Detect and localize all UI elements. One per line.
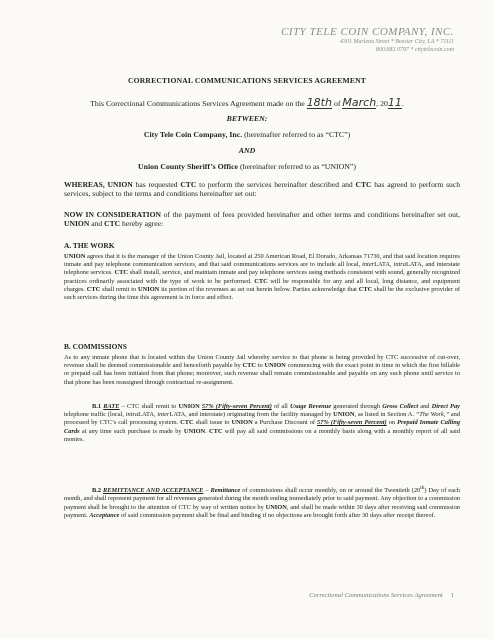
b1-text: on [386,419,398,427]
date-line-year-prefix: , 20 [376,99,388,108]
sec-a-bold: CTC [358,285,373,293]
b1-text: , as listed in Section A. [354,411,416,419]
consideration-text: of the payment of fees provided hereinafter and other terms and conditions hereinafter set out, [161,210,460,219]
whereas-union: WHEREAS, UNION [64,180,133,189]
page-footer [309,592,454,599]
consideration-union: UNION [64,219,90,229]
sec-a-text: will be responsible for any and all local, long distance, and equipment charges. [64,277,460,293]
b1-text: LATA, [138,411,158,419]
party-ctc-rest: (hereinafter referred to as “CTC”) [242,130,351,139]
b1-usage: Usage Revenue [289,403,332,410]
b1-label: B.1 [92,403,102,410]
sec-b-bold: CTC [242,362,256,370]
page-number: 1 [450,592,454,599]
party-union-name: Union County Sheriff’s Office [138,162,238,171]
b2-remittance: Remittance [210,487,241,495]
b1-text: shall issue to [193,419,232,427]
date-line-suffix: . [401,99,404,108]
handwritten-month: March [342,96,377,109]
party-union-rest: (hereinafter referred to as “UNION”) [238,162,356,171]
b2-superscript: th [420,485,425,491]
sec-a-text: shall install, service, and maintain inmate and pay telephone services using methods consistent with sound, generally recognized practices ordinarily associated with the type of work to be performed. [64,269,460,285]
party-ctc-name: City Tele Coin Company, Inc. [143,130,243,139]
sec-b-text: to [255,362,265,370]
consideration-text: and [89,219,105,229]
consideration-paragraph [64,210,460,229]
letterhead [281,26,454,54]
whereas-text: has agreed to perform such services, subject to the terms and conditions hereinafter set out: [64,180,460,199]
b1-bold: CTC [209,427,223,435]
b1-bold: CTC [180,419,194,427]
b2-text: of commissions shall occur monthly, on or around the Twentieth (20 [240,487,421,495]
b1-discount: 57% (Fifty-seven Percent) [317,419,387,427]
sec-b-text: As to any inmate phone that is located within the Union County Jail whereby service to that phone is being provided by CTC successive of cut-over, revenue shall be deemed commissionable and henceforth payable by [64,354,460,370]
consideration-text: hereby agree: [120,219,164,229]
section-b-paragraph [64,354,460,387]
sec-a-italic: inter [362,261,375,269]
sec-b-bold: UNION [264,362,286,370]
whereas-text: to perform the services hereinafter described and [196,180,356,189]
b1-bold: UNION [333,411,355,419]
sec-a-bold: UNION [137,285,160,293]
handwritten-year: 11 [387,96,402,109]
whereas-ctc: CTC [355,180,372,189]
agreement-date-line [0,98,494,109]
whereas-text: has requested [132,180,181,189]
clause-b1-paragraph [64,403,460,444]
party-ctc [0,130,494,139]
sec-a-bold: CTC [114,269,128,277]
b1-text: a Purchase Discount of [252,419,318,427]
b1-bold: UNION [178,403,200,410]
b2-label: B.2 [92,487,102,495]
sec-a-bold: UNION [64,253,86,260]
b1-italic: intra [125,411,139,419]
sec-a-text: LATA, and interstate telephone services. [64,261,460,277]
b1-text: – CTC shall remit to [119,403,179,410]
b1-text: of all [271,403,290,410]
whereas-paragraph [64,180,460,199]
sec-a-text: LATA, [374,261,394,269]
party-union [0,162,494,171]
sec-a-bold: CTC [86,285,101,293]
b1-italic: inter [157,411,170,419]
date-line-prefix: This Correctional Communications Services Agreement made on the [90,99,305,108]
consideration-ctc: CTC [104,219,121,229]
b2-acceptance: Acceptance [89,511,120,519]
consideration-lead: NOW IN CONSIDERATION [64,210,162,219]
agreement-title: CORRECTIONAL COMMUNICATIONS SERVICES AGREEMENT [127,76,367,85]
section-a-heading: A. THE WORK [64,241,115,250]
b1-rate: RATE [103,403,120,410]
footer-title: Correctional Communications Services Agreement [309,592,443,599]
b2-text: of said commission payment shall be final and binding if no objections are brought forth after 30 days after receipt thereof. [119,511,436,519]
sec-a-bold: CTC [254,277,268,285]
date-line-of: of [333,99,341,108]
b1-text: at any time such purchase is made by [79,427,184,435]
b1-text: LATA, and interstate) originating from the facility managed by [169,411,334,419]
b1-text: telephone traffic (local, [64,411,126,419]
b2-bold: UNION [265,503,287,511]
b1-text: will pay all said commissions on a monthly basis along with a monthly report of all said monies. [64,427,460,443]
and-label: AND [238,146,256,155]
b2-text: – [203,487,211,495]
b1-text: generated through [331,403,383,410]
section-b-heading: B. COMMISSIONS [64,342,127,351]
sec-a-text: agrees that it is the manager of the Union County Jail, located at 250 American Road, El Dorado, Arkansas 71730, and that said location requires inmate and pay telephone communication services, and that said communications services are to include all local, [64,253,460,269]
b1-bold: UNION [231,419,253,427]
clause-b2-paragraph [64,484,460,520]
letterhead-address: 4301 Marlena Street * Bossier City, LA * 71111 [339,39,454,45]
between-label: BETWEEN: [226,114,268,123]
letterhead-contact: 800.682.0797 * citytelecoin.com [375,47,454,53]
sec-b-text: commencing with the exact point in time in which the first billable or prepaid call has been initiated from that phone; moreover, such revenue shall remain commissionable and payable on any such phone until service to that phone has been reassigned through contractual re-assignment. [64,362,461,386]
b1-bold: UNION [183,427,206,435]
b1-text: . [205,427,210,435]
sec-a-italic: intra [393,261,406,269]
b1-prepaid: Prepaid Inmate Calling Cards [64,419,461,435]
b1-italic: “The Work,” [415,411,450,419]
section-a-paragraph [64,253,460,302]
sec-a-text: its portion of the revenues as set out herein below. Parties acknowledge that [159,285,359,293]
b1-text: and [418,403,432,410]
b2-text: ) Day of each month, and shall represent payment for all revenues generated during the month ending immediately prior to said payment. Any objection to a commission payment shall be brought to the attention of CTC by way of written notice by [64,487,460,511]
handwritten-day: 18th [306,96,332,109]
sec-a-text: shall remit to [100,285,138,293]
b2-text: , and shall be made within 30 days after receiving said commission payment. [64,503,460,519]
whereas-ctc: CTC [180,180,197,189]
sec-a-text: shall be the exclusive provider of such services during the time this agreement is in force and effect. [64,285,460,302]
b1-percent: 57% (Fifty-seven Percent) [201,403,272,410]
b1-text: and processed by CTC’s call processing system. [64,411,461,427]
b2-heading: REMITTANCE AND ACCEPTANCE [103,487,204,495]
b1-direct: Direct Pay [431,403,460,410]
letterhead-company: CITY TELE COIN COMPANY, INC. [281,26,454,38]
b1-gross: Gross Collect [382,403,419,410]
